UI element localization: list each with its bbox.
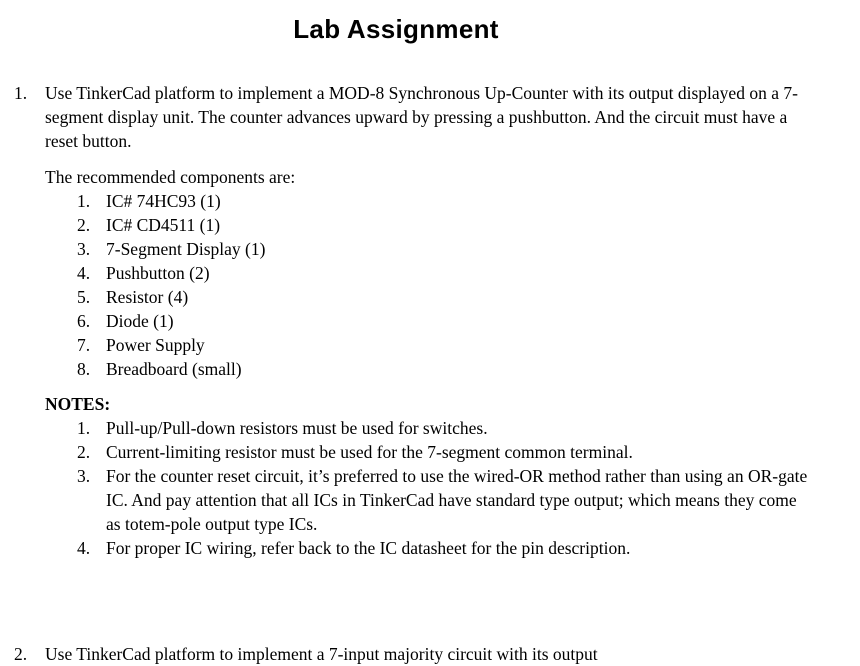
list-item: 1. IC# 74HC93 (1) bbox=[77, 191, 221, 211]
list-item: 7. Power Supply bbox=[77, 335, 205, 355]
components-heading: The recommended components are: bbox=[45, 167, 296, 187]
list-item: 2. Current-limiting resistor must be used for the 7-segment common terminal. bbox=[77, 442, 633, 462]
list-item: 4. For proper IC wiring, refer back to the IC datasheet for the pin description. bbox=[77, 538, 631, 558]
list-item: 1. Pull-up/Pull-down resistors must be used for switches. bbox=[77, 418, 488, 438]
list-item: 8. Breadboard (small) bbox=[77, 359, 242, 379]
list-item: 4. Pushbutton (2) bbox=[77, 263, 210, 283]
page-title: Lab Assignment bbox=[293, 14, 499, 44]
notes-list bbox=[45, 416, 814, 560]
list-item: 5. Resistor (4) bbox=[77, 287, 189, 307]
list-item: 3. 7-Segment Display (1) bbox=[77, 239, 266, 259]
list-item: 3. For the counter reset circuit, it’s preferred to use the wired-OR method rather than using an OR-gate IC. And pay attention that all ICs in TinkerCad have standard type output; which means they come as totem-pole output type ICs. bbox=[77, 466, 808, 534]
question-intro: Use TinkerCad platform to implement a 7-input majority circuit with its output bbox=[45, 644, 598, 664]
list-item: 2. IC# CD4511 (1) bbox=[77, 215, 221, 235]
question-number: 2. bbox=[14, 644, 28, 664]
components-list bbox=[45, 189, 814, 381]
question-1 bbox=[14, 81, 814, 560]
list-item: 6. Diode (1) bbox=[77, 311, 174, 331]
question-number: 1. bbox=[14, 83, 28, 103]
notes-heading: NOTES: bbox=[45, 394, 111, 414]
question-intro: Use TinkerCad platform to implement a MOD-8 Synchronous Up-Counter with its output displayed on a 7-segment display unit. The counter advances upward by pressing a pushbutton. And the circuit must have a reset button. bbox=[45, 83, 798, 151]
question-body bbox=[45, 81, 814, 560]
